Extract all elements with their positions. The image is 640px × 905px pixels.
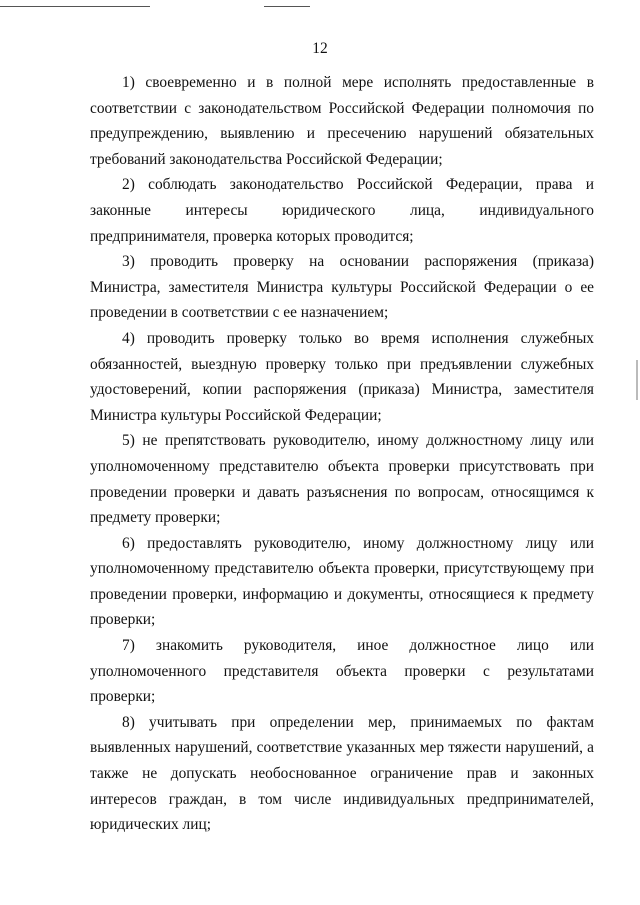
list-item-6: 6) предоставлять руководителю, иному должностному лицу или уполномоченному представителю объекта проверки, присутствующему при проведении проверки, информацию и документы, относящиеся к предмету проверки; [90,534,594,629]
list-item-5: 5) не препятствовать руководителю, иному должностному лицу или уполномоченному представителю объекта проверки присутствовать при проведении проверки и давать разъяснения по вопросам, относящимся к предмету проверки; [90,432,594,527]
document-body [90,70,594,838]
list-item-7: 7) знакомить руководителя, иное должностное лицо или уполномоченного представителя объекта проверки с результатами проверки; [90,637,594,706]
page-number: 12 [312,40,328,57]
scan-top-rule-right [264,6,310,7]
list-item-8: 8) учитывать при определении мер, принимаемых по фактам выявленных нарушений, соответствие указанных мер тяжести нарушений, а также не допускать необоснованное ограничение прав и законных интересов граждан, в том числе индивидуальных предпринимателей, юридических лиц; [90,713,594,834]
scan-top-rule-left [0,6,150,7]
list-item-4: 4) проводить проверку только во время исполнения служебных обязанностей, выездную проверку только при предъявлении служебных удостоверений, копии распоряжения (приказа) Министра, заместителя Министра культуры Российской Федерации; [90,329,594,424]
list-item-3: 3) проводить проверку на основании распоряжения (приказа) Министра, заместителя Министра культуры Российской Федерации о ее проведении в соответствии с ее назначением; [90,253,594,322]
list-item-2: 2) соблюдать законодательство Российской Федерации, права и законные интересы юридического лица, индивидуального предпринимателя, проверка которых проводится; [90,176,594,245]
scan-edge-mark [636,360,638,400]
list-item-1: 1) своевременно и в полной мере исполнять предоставленные в соответствии с законодательством Российской Федерации полномочия по предупреждению, выявлению и пресечению нарушений обязательных требований законодательства Российской Федерации; [90,74,594,168]
